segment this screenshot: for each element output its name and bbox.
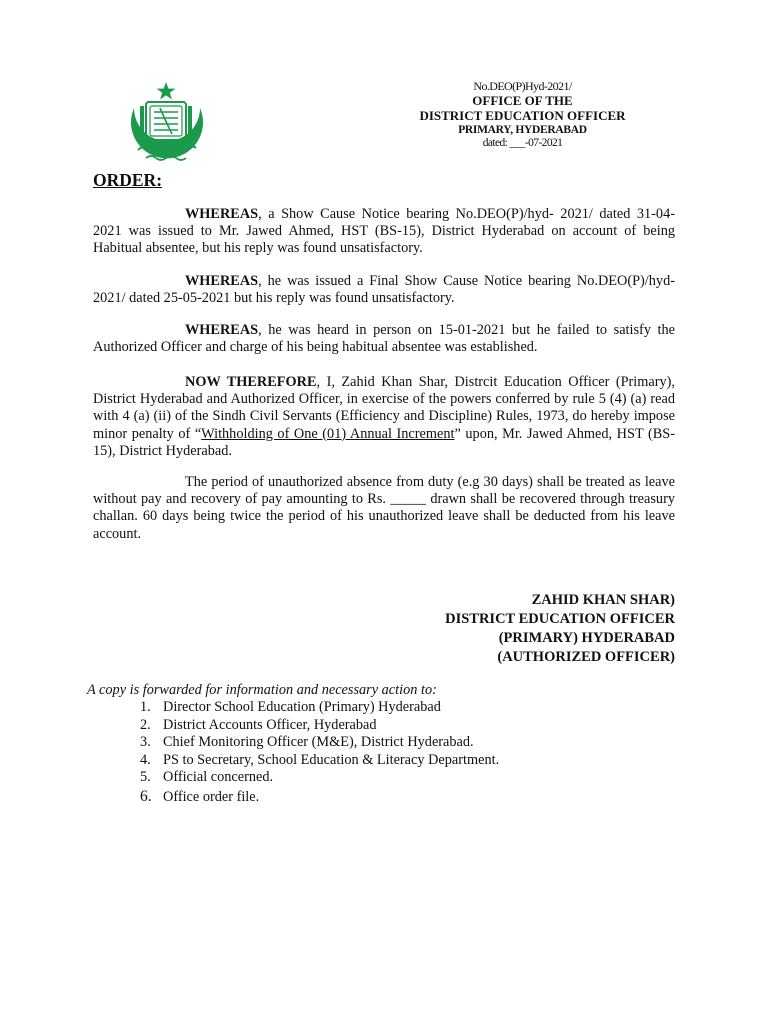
- list-item: [140, 699, 499, 717]
- list-text: Director School Education (Primary) Hyderabad: [163, 699, 441, 715]
- list-number: 3.: [140, 734, 151, 751]
- paragraph-whereas-1: [93, 206, 675, 258]
- paragraph-lead: WHEREAS: [185, 273, 259, 289]
- signature-authority: (AUTHORIZED OFFICER): [497, 649, 675, 665]
- list-text: Office order file.: [163, 788, 260, 805]
- list-item: [140, 752, 499, 770]
- paragraph-text: The period of unauthorized absence from duty (e.g 30 days) shall be treated as leave without pay and recovery of pay amounting to Rs. _____ drawn shall be recovered through treasury challan. 60 days being twice the period of his unauthorized leave shall be deducted from his leave account.: [93, 474, 675, 542]
- paragraph-text: , he was heard in person on 15-01-2021 but he failed to satisfy the Authorized Officer and charge of his being habitual absentee was established.: [93, 322, 675, 356]
- copy-forwarded-intro: A copy is forwarded for information and necessary action to:: [87, 682, 437, 698]
- copy-recipient-list: [140, 699, 499, 807]
- office-line-3: PRIMARY, HYDERABAD: [458, 123, 587, 136]
- list-item: [140, 734, 499, 752]
- list-item: [140, 717, 499, 735]
- dated-line: dated: ___-07-2021: [482, 137, 563, 150]
- paragraph-whereas-3: [93, 322, 675, 356]
- signature-name: ZAHID KHAN SHAR): [531, 592, 675, 608]
- list-number: 6.: [140, 787, 152, 805]
- list-item: [140, 769, 499, 787]
- paragraph-lead: NOW THEREFORE: [185, 374, 317, 390]
- list-number: 2.: [140, 716, 151, 733]
- signature-designation: DISTRICT EDUCATION OFFICER: [445, 611, 675, 627]
- list-number: 5.: [140, 769, 151, 786]
- order-title: ORDER:: [93, 170, 163, 190]
- paragraph-lead: WHEREAS: [185, 322, 259, 338]
- reference-number: No.DEO(P)Hyd-2021/: [473, 79, 572, 93]
- paragraph-text: , he was issued a Final Show Cause Notice bearing No.DEO(P)/hyd- 2021/ dated 25-05-2021 but his reply was found unsatisfactory.: [93, 273, 675, 307]
- office-line-1: OFFICE OF THE: [472, 93, 573, 109]
- list-item: [140, 787, 499, 807]
- paragraph-now-therefore: [93, 374, 675, 460]
- list-text: Chief Monitoring Officer (M&E), District Hyderabad.: [163, 734, 474, 751]
- penalty-text: Withholding of One (01) Annual Increment: [201, 425, 455, 442]
- government-emblem-icon: [120, 78, 212, 170]
- signature-office: (PRIMARY) HYDERABAD: [498, 630, 675, 646]
- office-line-2: DISTRICT EDUCATION OFFICER: [419, 108, 626, 124]
- paragraph-lead: WHEREAS: [185, 206, 259, 222]
- paragraph-text: , I, Zahid Khan Shar, Distrcit Education Officer (Primary), District Hyderabad and Authorized Officer, in exercise of the powers conferred by rule 5 (4) (a) read with 4 (a) (ii) of the Sindh Civil Servants (Efficiency and Discipline) Rules, 1973, do hereby impose minor penalty of “: [93, 374, 675, 442]
- letterhead: [370, 79, 675, 151]
- paragraph-text: ” upon, Mr. Jawed Ahmed, HST (BS-15), District Hyderabad.: [93, 425, 675, 459]
- list-text: District Accounts Officer, Hyderabad: [163, 716, 377, 733]
- list-text: Official concerned.: [163, 769, 274, 786]
- paragraph-period: [93, 474, 675, 543]
- list-number: 1.: [140, 699, 151, 715]
- paragraph-text: , a Show Cause Notice bearing No.DEO(P)/hyd- 2021/ dated 31-04-2021 was issued to Mr. Jawed Ahmed, HST (BS-15), District Hyderabad on account of being Habitual absentee, but his reply was found unsatisfactory.: [93, 206, 675, 257]
- signature-block: [445, 591, 675, 667]
- list-number: 4.: [140, 751, 151, 768]
- list-text: PS to Secretary, School Education & Literacy Department.: [163, 751, 500, 768]
- paragraph-whereas-2: [93, 273, 675, 307]
